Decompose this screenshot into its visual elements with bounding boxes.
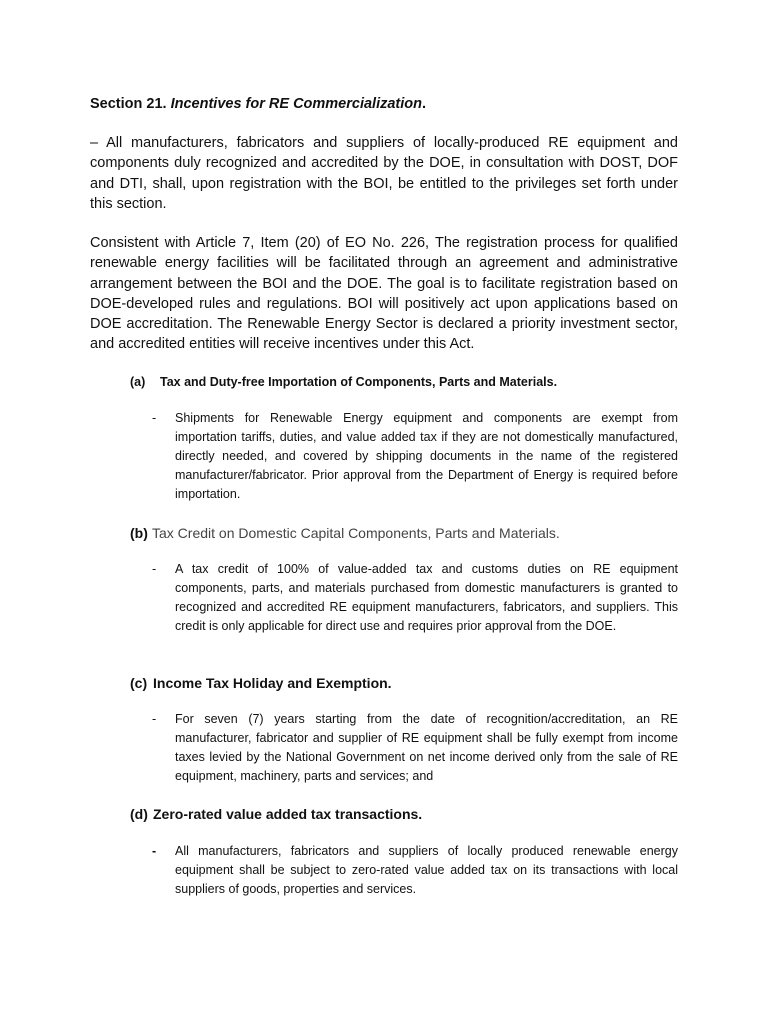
consistent-paragraph: Consistent with Article 7, Item (20) of EO No. 226, The registration process for qualified renewable energy facilities will be facilitated through an agreement and administrative arrangement between the BOI and the DOE. The goal is to facilitate registration based on DOE-developed rules and regulations. BOI will positively act upon applications based on DOE accreditation. The Renewable Energy Sector is declared a priority investment sector, and accredited entities will receive incentives under this Act. (90, 235, 678, 353)
incentive-c-letter: (c) (130, 675, 148, 691)
incentive-c-bullet (152, 710, 678, 786)
intro-paragraph: – All manufacturers, fabricators and suppliers of locally-produced RE equipment and components duly recognized and accredited by the DOE, in consultation with DOST, DOF and DTI, shall, upon registration with the BOI, be entitled to the privileges set forth under this section. (90, 135, 678, 212)
incentive-a-bullet (152, 409, 678, 504)
bullet-dash: - (152, 562, 157, 576)
incentive-a-title: Tax and Duty-free Importation of Components, Parts and Materials. (160, 375, 558, 389)
incentive-d-text: All manufacturers, fabricators and suppliers of locally produced renewable energy equipment shall be subject to zero-rated value added tax on its transactions with local suppliers of goods, properties and services. (175, 844, 678, 896)
section-number: Section 21. (90, 96, 167, 112)
incentive-d-letter: (d) (130, 806, 148, 822)
bullet-dash: - (152, 411, 157, 425)
incentive-d-bullet (152, 842, 678, 899)
incentive-b-title: Tax Credit on Domestic Capital Components, Parts and Materials. (152, 525, 560, 541)
incentive-a-heading (130, 372, 690, 392)
incentive-c-heading (130, 673, 690, 693)
section-heading (90, 94, 690, 114)
incentive-d-title: Zero-rated value added tax transactions. (153, 806, 423, 822)
incentive-b-heading (130, 523, 690, 543)
incentive-b-letter: (b) (130, 525, 148, 541)
incentive-a-letter: (a) (130, 375, 146, 389)
bullet-dash: - (152, 844, 157, 858)
bullet-dash: - (152, 712, 157, 726)
incentive-b-bullet (152, 560, 678, 636)
incentive-d-heading (130, 804, 690, 824)
incentive-b-text: A tax credit of 100% of value-added tax and customs duties on RE equipment components, parts, and materials purchased from domestic manufacturers is granted to recognized and accredited RE equipment manufacturers, fabricators, and suppliers. This credit is only applicable for direct use and requires prior approval from the DOE. (175, 562, 678, 633)
section-title-period: . (422, 96, 427, 112)
incentive-c-title: Income Tax Holiday and Exemption. (153, 675, 392, 691)
incentive-a-text: Shipments for Renewable Energy equipment and components are exempt from importation tariffs, duties, and value added tax if they are not domestically manufactured, directly needed, and covered by shipping documents in the name of the registered manufacturer/fabricator. Prior approval from the Department of Energy is required before importation. (175, 411, 678, 501)
incentive-c-text: For seven (7) years starting from the date of recognition/accreditation, an RE manufacturer, fabricator and supplier of RE equipment shall be fully exempt from income taxes levied by the National Government on net income derived only from the sale of RE equipment, machinery, parts and services; and (175, 712, 678, 783)
section-title: Incentives for RE Commercialization (170, 96, 422, 112)
